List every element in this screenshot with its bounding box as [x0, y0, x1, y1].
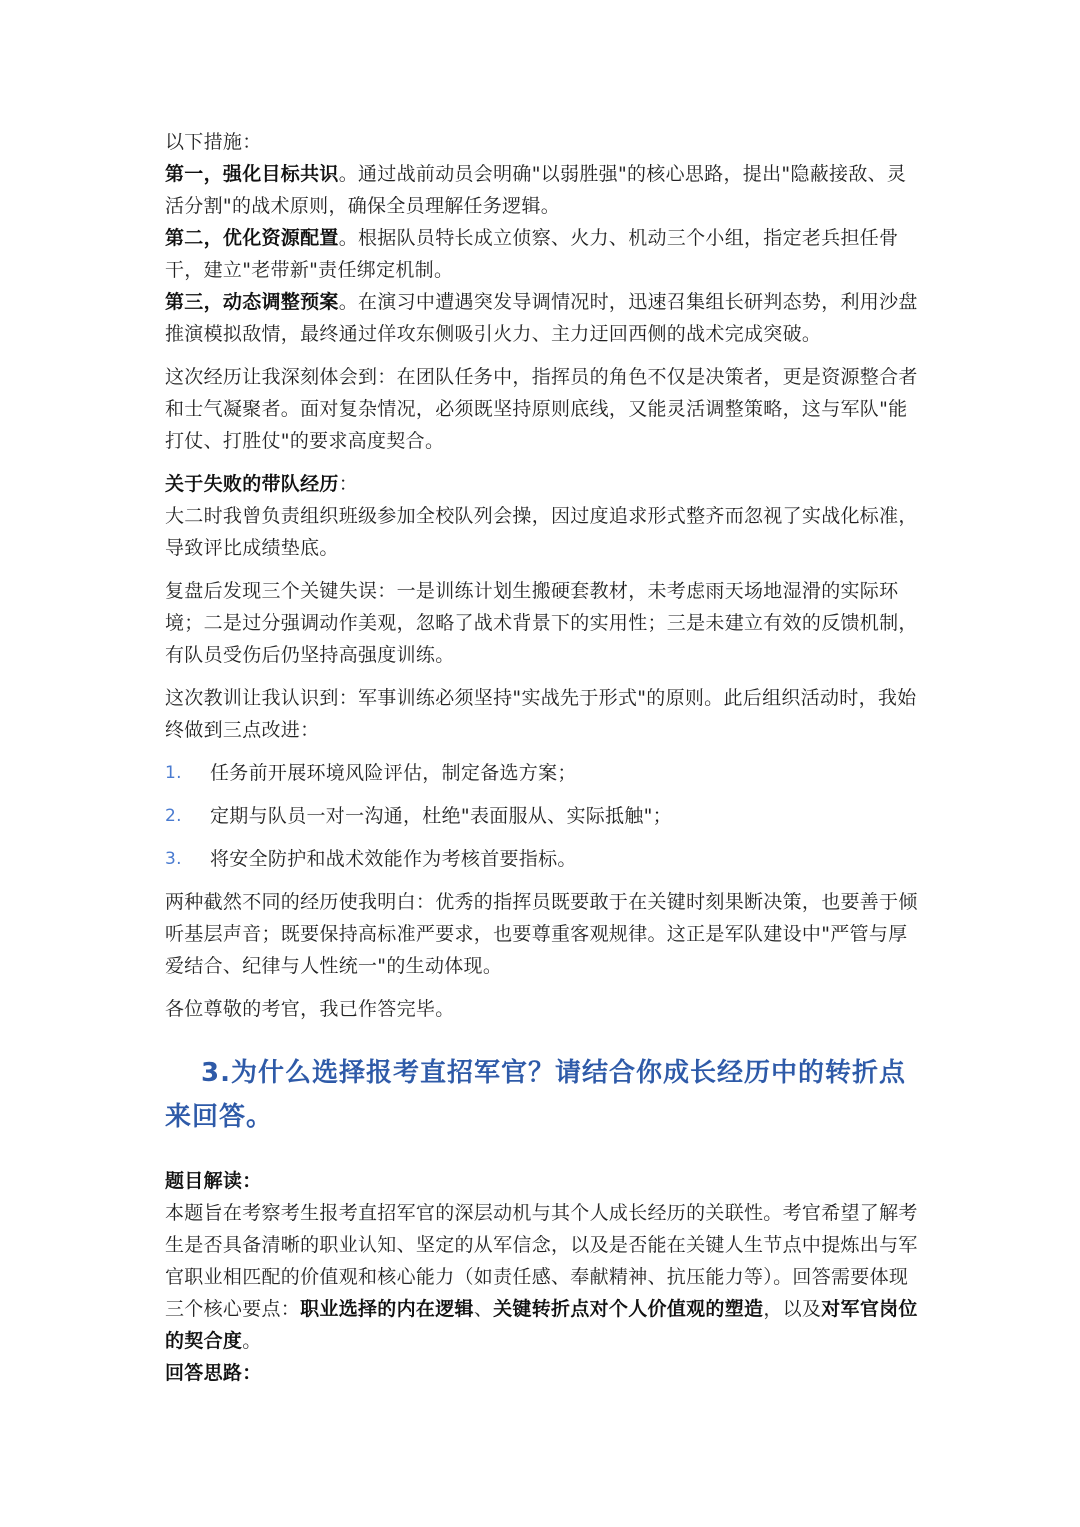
intro-line: 以下措施：: [165, 131, 262, 153]
failure-label: 关于失败的带队经历: [165, 473, 339, 495]
failure-paragraph: 大二时我曾负责组织班级参加全校队列会操，因过度追求形式整齐而忽视了实战化标准，导致评比成绩垫底。: [165, 505, 918, 559]
list-number: 1.: [165, 763, 182, 783]
analysis-text: 本题旨在考察考生报考直招军官的深层动机与其个人成长经历的关联性。考官希望了解考生是否具备清晰的职业认知、坚定的从军信念，以及是否能在关键人生节点中提炼出与军官职业相匹配的价值观和核心能力（如责任感、奉献精神、抗压能力等）。回答需要体现三个核心要点：: [165, 1202, 918, 1320]
separator-1: 、: [473, 1298, 494, 1320]
key-point-2: 关键转折点对个人价值观的塑造: [493, 1298, 764, 1320]
question-analysis-label: 题目解读：: [165, 1170, 262, 1192]
failure-label-colon: ：: [338, 473, 359, 495]
measure-3: [165, 286, 920, 350]
heading-number: 3.: [201, 1058, 231, 1088]
reflection-paragraph: 这次经历让我深刻体会到：在团队任务中，指挥员的角色不仅是决策者，更是资源整合者和士气凝聚者。面对复杂情况，必须既坚持原则底线，又能灵活调整策略，这与军队"能打仗、打胜仗"的要求高度契合。: [165, 366, 918, 452]
answer-approach-label: 回答思路：: [165, 1362, 262, 1384]
key-point-3: 对军官岗位的契合度: [165, 1298, 918, 1352]
separator-3: 。: [242, 1330, 262, 1352]
list-text: 将安全防护和战术效能作为考核首要指标。: [210, 848, 577, 870]
measure-2-title: 第二，优化资源配置: [165, 227, 339, 249]
list-item: [165, 800, 920, 832]
measure-3-title: 第三，动态调整预案: [165, 291, 339, 313]
list-number: 2.: [165, 806, 182, 826]
summary-paragraph: 两种截然不同的经历使我明白：优秀的指挥员既要敢于在关键时刻果断决策，也要善于倾听基层声音；既要保持高标准严要求，也要尊重客观规律。这正是军队建设中"严管与厚爱结合、纪律与人性统一"的生动体现。: [165, 891, 918, 977]
list-item: [165, 757, 920, 789]
list-number: 3.: [165, 849, 182, 869]
measure-1: [165, 158, 920, 222]
measure-1-text: 。通过战前动员会明确"以弱胜强"的核心思路，提出"隐蔽接敌、灵活分割"的战术原则，确保全员理解任务逻辑。: [165, 163, 907, 217]
question-analysis-paragraph: [165, 1197, 920, 1357]
measure-3-text: 。在演习中遭遇突发导调情况时，迅速召集组长研判态势，利用沙盘推演模拟敌情，最终通过佯攻东侧吸引火力、主力迂回西侧的战术完成突破。: [165, 291, 918, 345]
measure-2: [165, 222, 920, 286]
list-item: [165, 843, 920, 875]
separator-2: ，以及: [763, 1298, 822, 1320]
document-body: [165, 126, 920, 1389]
failure-section: [165, 468, 920, 500]
measure-1-title: 第一，强化目标共识: [165, 163, 339, 185]
closing-line: 各位尊敬的考官，我已作答完毕。: [165, 998, 455, 1020]
measure-2-text: 。根据队员特长成立侦察、火力、机动三个小组，指定老兵担任骨干，建立"老带新"责任绑定机制。: [165, 227, 899, 281]
list-text: 定期与队员一对一沟通，杜绝"表面服从、实际抵触"；: [210, 805, 672, 827]
key-point-1: 职业选择的内在逻辑: [300, 1298, 474, 1320]
lesson-paragraph: 这次教训让我认识到：军事训练必须坚持"实战先于形式"的原则。此后组织活动时，我始终做到三点改进：: [165, 687, 917, 741]
list-text: 任务前开展环境风险评估，制定备选方案；: [210, 762, 577, 784]
review-paragraph: 复盘后发现三个关键失误：一是训练计划生搬硬套教材，未考虑雨天场地湿滑的实际环境；二是过分强调动作美观，忽略了战术背景下的实用性；三是未建立有效的反馈机制，有队员受伤后仍坚持高强度训练。: [165, 580, 918, 666]
heading-text: 为什么选择报考直招军官？请结合你成长经历中的转折点来回答。: [165, 1058, 906, 1132]
question-3-heading: [165, 1051, 920, 1139]
